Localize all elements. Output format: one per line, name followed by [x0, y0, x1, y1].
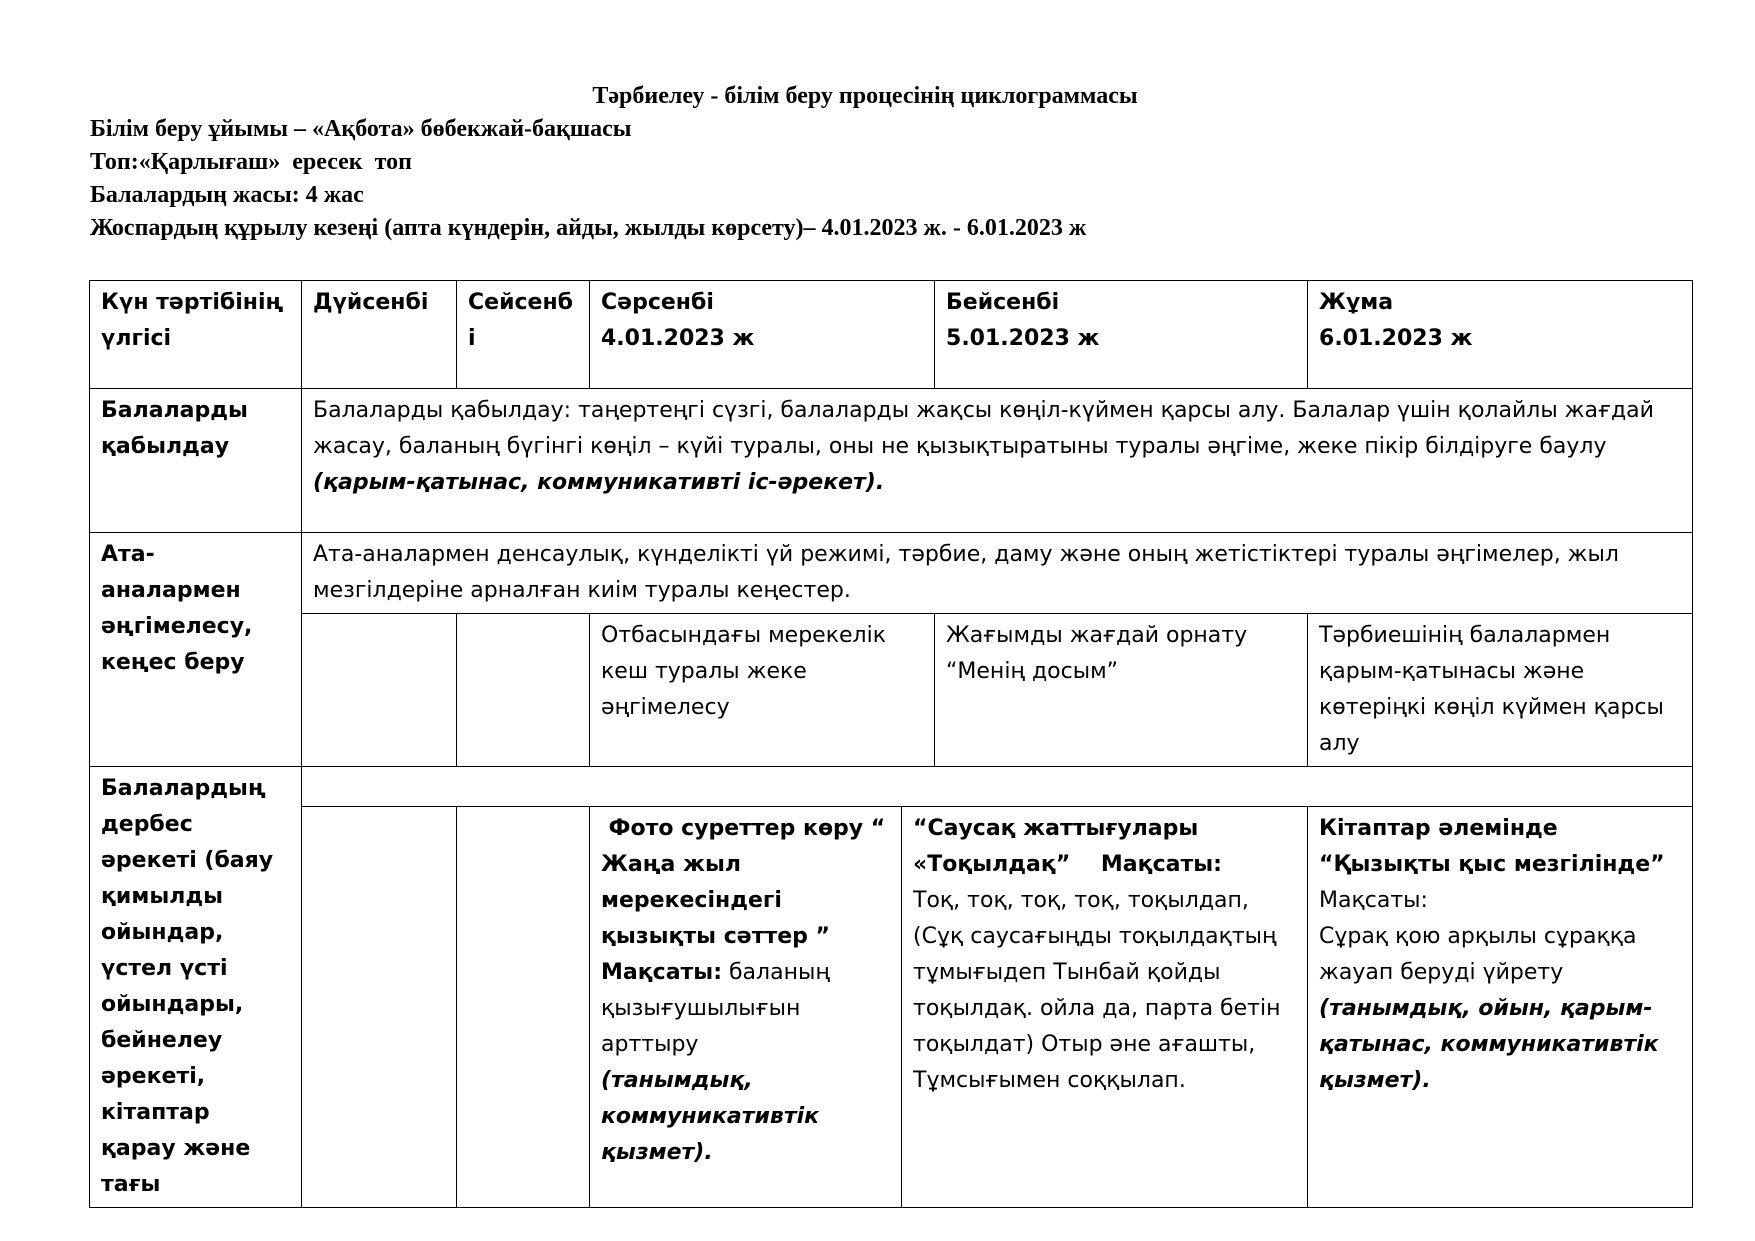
- row-parents-thursday: Жағымды жағдай орнату “Менің досым”: [946, 623, 1248, 684]
- activity-wednesday-goal: баланың қызығушылығын арттыру: [601, 960, 837, 1058]
- row-activity-top: [90, 767, 1693, 807]
- row-reception-label-cell: [90, 389, 302, 533]
- row-parents-label-cell: [90, 533, 302, 767]
- row-parents-friday: Тәрбиешінің балалармен қарым-қатынасы және көтеріңкі көңіл күймен қарсы алу: [1319, 623, 1664, 756]
- activity-wednesday-note: (танымдық, коммуникативтік қызмет).: [601, 1068, 820, 1166]
- row-activity-top-empty: [302, 767, 1693, 807]
- header-cell-thursday: [935, 281, 1308, 389]
- header-cell-tuesday: [457, 281, 590, 389]
- row-parents-friday-cell: [1308, 614, 1693, 767]
- row-reception-note: (қарым-қатынас, коммуникативті іс-әрекет).: [313, 470, 885, 495]
- row-reception-label: Балаларды қабылдау: [101, 398, 248, 459]
- row-activity-thursday-cell: [902, 807, 1308, 1208]
- row-reception: [90, 389, 1693, 533]
- document-title: Тәрбиелеу - білім беру процесінің циклограммасы: [592, 83, 1138, 109]
- row-activity-friday-cell: [1308, 807, 1693, 1208]
- row-parents-monday: [302, 614, 457, 767]
- period-line: Жоспардың құрылу кезеңі (апта күндерін, айды, жылды көрсету)– 4.01.2023 ж. - 6.01.2023 ж: [90, 215, 1087, 241]
- activity-wednesday-goal-label: Мақсаты:: [601, 960, 722, 986]
- row-reception-content: [302, 389, 1693, 533]
- row-parents-general: [90, 533, 1693, 614]
- cyclogram-table: [89, 280, 1693, 1208]
- header-regime: Күн тәртібінің үлгісі: [101, 290, 284, 351]
- row-parents-wednesday: Отбасындағы мерекелік кеш туралы жеке әңгімелесу: [601, 623, 886, 720]
- row-parents-text: Ата-аналармен денсаулық, күнделікті үй режимі, тәрбие, даму және оның жетістіктері туралы әңгімелер, жыл мезгілдеріне арналған киім туралы кеңестер.: [313, 542, 1619, 603]
- activity-thursday-title: “Саусақ жаттығулары «Тоқылдақ”: [913, 816, 1206, 878]
- row-activity-label: Балалардың дербес әрекеті (баяу қимылды ойындар, үстел үсті ойындары, бейнелеу әрекеті, кітаптар қарау және тағы: [101, 776, 274, 1197]
- row-parents-general-content: [302, 533, 1693, 614]
- row-activity-days: [90, 807, 1693, 1208]
- header-cell-monday: [302, 281, 457, 389]
- header-wednesday-date: 4.01.2023 ж: [601, 326, 755, 351]
- activity-friday-title: Кітаптар әлемінде “Қызықты қыс мезгілінде”: [1319, 816, 1665, 878]
- header-cell-regime: [90, 281, 302, 389]
- header-tuesday: Сейсенбі: [468, 290, 574, 351]
- row-activity-label-cell: [90, 767, 302, 1208]
- row-parents-wednesday-cell: [590, 614, 935, 767]
- row-reception-text: Балаларды қабылдау: таңертеңгі сүзгі, балаларды жақсы көңіл-күймен қарсы алу. Балалар үшін қолайлы жағдай жасау, баланың бүгінгі көңіл – күйі туралы, оны не қызықтыратыны туралы әңгіме, жеке пікір білдіруге баулу: [313, 398, 1654, 459]
- row-parents-label: Ата-аналармен әңгімелесу, кеңес беру: [101, 542, 253, 675]
- age-line: Балалардың жасы: 4 жас: [90, 182, 364, 208]
- header-friday: Жұма: [1319, 290, 1394, 315]
- row-parents-days: [90, 614, 1693, 767]
- activity-wednesday-title: Фото суреттер көру “ Жаңа жыл мерекесіндегі қызықты сәттер ”: [601, 816, 893, 950]
- row-parents-thursday-cell: [935, 614, 1308, 767]
- activity-friday-note: (танымдық, ойын, қарым-қатынас, коммуникативтік қызмет).: [1319, 996, 1659, 1094]
- row-activity-tuesday: [457, 807, 590, 1208]
- activity-friday-goal: Сұрақ қою арқылы сұраққа жауап беруді үйрету: [1319, 924, 1637, 986]
- header-monday: Дүйсенбі: [313, 290, 429, 315]
- header-thursday: Бейсенбі: [946, 290, 1060, 315]
- document-header: [90, 80, 1690, 245]
- group-line: Топ:«Қарлығаш» ересек топ: [90, 149, 412, 175]
- header-wednesday: Сәрсенбі: [601, 290, 714, 315]
- organization-line: Білім беру ұйымы – «Ақбота» бөбекжай-бақшасы: [90, 116, 632, 142]
- activity-thursday-goal-label: Мақсаты:: [1070, 852, 1222, 878]
- header-cell-wednesday: [590, 281, 935, 389]
- row-parents-tuesday: [457, 614, 590, 767]
- activity-friday-goal-label: Мақсаты:: [1319, 888, 1428, 914]
- activity-thursday-text: Тоқ, тоқ, тоқ, тоқ, тоқылдап, (Сұқ саусағыңды тоқылдақтың тұмығыдеп Тынбай қойды тоқылдақ. ойла да, парта бетін тоқылдат) Отыр әне ағашты, Тұмсығымен соққылап.: [913, 888, 1281, 1094]
- header-thursday-date: 5.01.2023 ж: [946, 326, 1100, 351]
- row-activity-monday: [302, 807, 457, 1208]
- header-friday-date: 6.01.2023 ж: [1319, 326, 1473, 351]
- row-activity-wednesday-cell: [590, 807, 902, 1208]
- header-cell-friday: [1308, 281, 1693, 389]
- table-header-row: [90, 281, 1693, 389]
